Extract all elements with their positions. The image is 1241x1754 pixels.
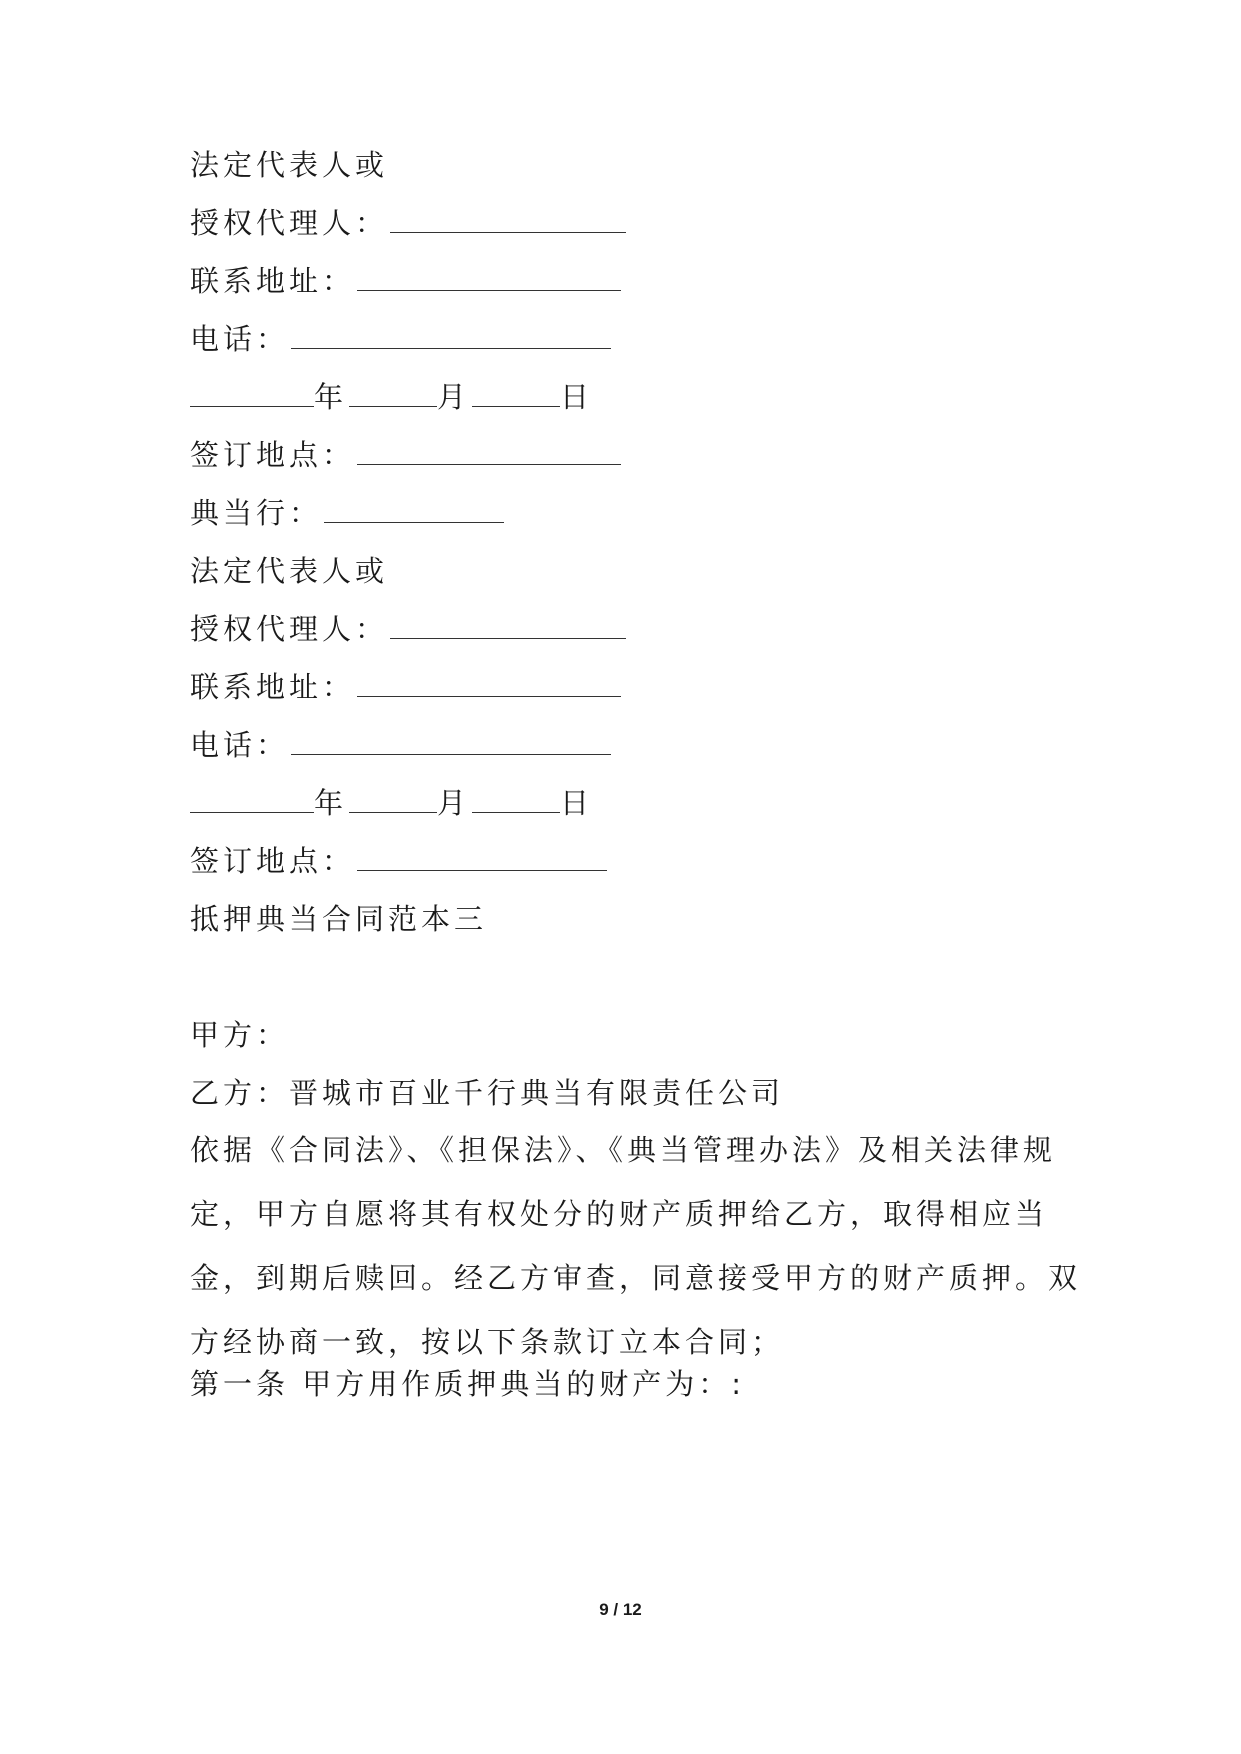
section-title: 抵押典当合同范本三 — [190, 902, 488, 936]
pawnshop-blank[interactable] — [324, 494, 504, 523]
place-line-2 — [190, 841, 607, 881]
day-blank-2[interactable] — [472, 784, 560, 813]
party-b-line: 乙方：晋城市百业千行典当有限责任公司 — [190, 1076, 785, 1110]
party-a-line: 甲方： — [190, 1018, 290, 1052]
month-blank-2[interactable] — [349, 784, 437, 813]
year-label-1: 年 — [314, 380, 348, 414]
place-blank-1[interactable] — [357, 436, 621, 465]
page-number: 9 / 12 — [599, 1600, 642, 1619]
date-line-2 — [190, 783, 593, 823]
day-label-2: 日 — [560, 786, 594, 820]
month-label-2: 月 — [437, 786, 471, 820]
legal-rep-label-1: 法定代表人或 — [190, 148, 389, 182]
year-label-2: 年 — [314, 786, 348, 820]
month-label-1: 月 — [437, 380, 471, 414]
article-1: 第一条 甲方用作质押典当的财产为：: — [190, 1367, 745, 1401]
agent-label-2: 授权代理人： — [190, 612, 389, 646]
address-line-1 — [190, 261, 621, 301]
address-label-2: 联系地址： — [190, 670, 356, 704]
month-blank-1[interactable] — [349, 378, 437, 407]
year-blank-2[interactable] — [190, 784, 314, 813]
phone-line-1 — [190, 319, 611, 359]
place-blank-2[interactable] — [357, 842, 607, 871]
place-label-1: 签订地点： — [190, 438, 356, 472]
phone-line-2 — [190, 725, 611, 765]
address-blank-2[interactable] — [357, 668, 621, 697]
phone-blank-2[interactable] — [291, 726, 611, 755]
place-label-2: 签订地点： — [190, 844, 356, 878]
agent-line-1 — [190, 203, 626, 243]
phone-label-2: 电话： — [190, 728, 290, 762]
day-label-1: 日 — [560, 380, 594, 414]
legal-rep-label-2: 法定代表人或 — [190, 554, 389, 588]
pawnshop-label: 典当行： — [190, 496, 323, 530]
address-line-2 — [190, 667, 621, 707]
agent-blank-1[interactable] — [390, 204, 626, 233]
phone-blank-1[interactable] — [291, 320, 611, 349]
address-label-1: 联系地址： — [190, 264, 356, 298]
agent-label-1: 授权代理人： — [190, 206, 389, 240]
phone-label-1: 电话： — [190, 322, 290, 356]
place-line-1 — [190, 435, 621, 475]
agent-line-2 — [190, 609, 626, 649]
year-blank-1[interactable] — [190, 378, 314, 407]
pawnshop-line — [190, 493, 504, 533]
agent-blank-2[interactable] — [390, 610, 626, 639]
intro-paragraph: 依据《合同法》、《担保法》、《典当管理办法》及相关法律规定，甲方自愿将其有权处分的财产质押给乙方，取得相应当金，到期后赎回。经乙方审查，同意接受甲方的财产质押。双方经协商一致，按以下条款订立本合同； — [190, 1133, 1082, 1359]
date-line-1 — [190, 377, 593, 417]
day-blank-1[interactable] — [472, 378, 560, 407]
address-blank-1[interactable] — [357, 262, 621, 291]
